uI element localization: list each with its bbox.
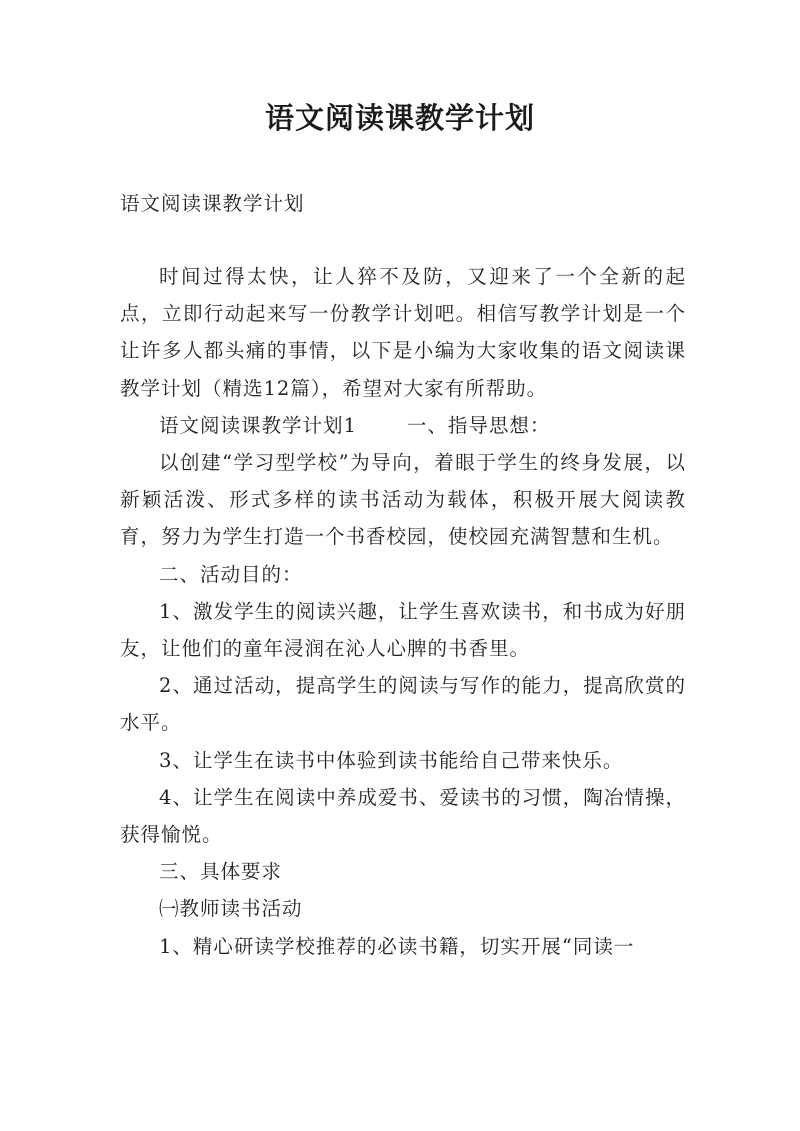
- activity-goals-heading: 二、活动目的：: [159, 562, 303, 586]
- teacher-activity-heading: ㈠教师读书活动: [159, 897, 303, 921]
- document-body: [120, 258, 686, 965]
- section-1-title: 语文阅读课教学计划1: [159, 413, 357, 437]
- guiding-thought-heading: 一、指导思想：: [406, 413, 551, 437]
- section-1-heading-line: [120, 407, 686, 444]
- goal-item-1: 1、激发学生的阅读兴趣，让学生喜欢读书，和书成为好朋友，让他们的童年浸润在沁人心脾的书香里。: [120, 599, 686, 661]
- teacher-item-1: 1、精心研读学校推荐的必读书籍，切实开展“同读一: [159, 934, 635, 958]
- goal-item-3: 3、让学生在读书中体验到读书能给自己带来快乐。: [159, 748, 624, 772]
- goal-item-4: 4、让学生在阅读中养成爱书、爱读书的习惯，陶冶情操，获得愉悦。: [120, 785, 686, 847]
- requirements-heading: 三、具体要求: [159, 860, 283, 884]
- document-subtitle: 语文阅读课教学计划: [120, 192, 305, 215]
- intro-paragraph: 时间过得太快，让人猝不及防，又迎来了一个全新的起点，立即行动起来写一份教学计划吧。相信写教学计划是一个让许多人都头痛的事情，以下是小编为大家收集的语文阅读课教学计划（精选12篇），希望对大家有所帮助。: [120, 265, 686, 400]
- guiding-thought-paragraph: 以创建“学习型学校”为导向，着眼于学生的终身发展，以新颖活泼、形式多样的读书活动为载体，积极开展大阅读教育，努力为学生打造一个书香校园，使校园充满智慧和生机。: [120, 451, 686, 549]
- document-title: 语文阅读课教学计划: [264, 101, 535, 135]
- goal-item-2: 2、通过活动，提高学生的阅读与写作的能力，提高欣赏的水平。: [120, 674, 686, 735]
